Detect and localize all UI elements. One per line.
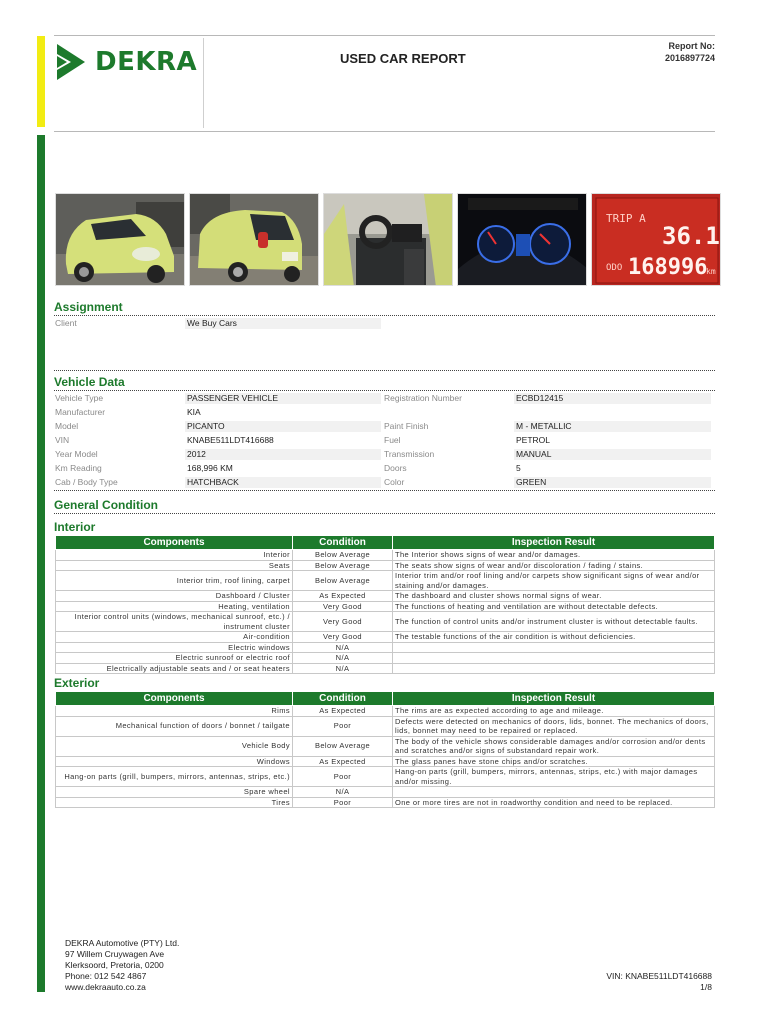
- component-cell: Windows: [56, 756, 293, 767]
- result-cell: The Interior shows signs of wear and/or damages.: [393, 550, 715, 561]
- assignment-end-rule: [54, 370, 715, 371]
- table-row: [56, 571, 715, 591]
- result-cell: The rims are as expected according to age and mileage.: [393, 706, 715, 717]
- result-cell: [393, 642, 715, 653]
- body-type-value: HATCHBACK: [185, 477, 381, 488]
- model-label: Model: [55, 421, 79, 431]
- interior-result-header: Inspection Result: [393, 536, 715, 550]
- interior-title: Interior: [54, 520, 96, 534]
- condition-cell: Below Average: [293, 571, 393, 591]
- page-title: USED CAR REPORT: [340, 51, 466, 66]
- rear-view-photo[interactable]: [189, 193, 319, 286]
- paint-finish-label: Paint Finish: [384, 421, 429, 431]
- component-cell: Electrically adjustable seats and / or seat heaters: [56, 663, 293, 674]
- fuel-value: PETROL: [514, 435, 711, 446]
- company-name: DEKRA Automotive (PTY) Ltd.: [65, 938, 180, 948]
- interior-table-header: [56, 536, 715, 550]
- brand-green-bar: [37, 135, 45, 992]
- table-row: [56, 767, 715, 787]
- table-row: [56, 716, 715, 736]
- trip-reading: 36.1: [662, 222, 720, 250]
- client-label: Client: [55, 318, 77, 328]
- condition-cell: N/A: [293, 653, 393, 664]
- general-condition-title: General Condition: [54, 498, 159, 512]
- result-cell: Hang-on parts (grill, bumpers, mirrors, antennas, strips, etc.) with major damages and/or missing.: [393, 767, 715, 787]
- doors-label: Doors: [384, 463, 407, 473]
- result-cell: One or more tires are not in roadworthy condition and need to be replaced.: [393, 797, 715, 808]
- exterior-table: [55, 691, 715, 808]
- vin-label: VIN: [55, 435, 70, 445]
- condition-cell: Poor: [293, 767, 393, 787]
- result-cell: The seats show signs of wear and/or discoloration / fading / stains.: [393, 560, 715, 571]
- component-cell: Air-condition: [56, 632, 293, 643]
- exterior-table-header: [56, 692, 715, 706]
- component-cell: Seats: [56, 560, 293, 571]
- phone-number: Phone: 012 542 4867: [65, 971, 147, 981]
- component-cell: Spare wheel: [56, 787, 293, 798]
- component-cell: Dashboard / Cluster: [56, 591, 293, 602]
- table-row: [56, 706, 715, 717]
- client-value: We Buy Cars: [185, 318, 381, 329]
- vehicle-data-rule: [54, 390, 715, 391]
- interior-condition-header: Condition: [293, 536, 393, 550]
- vehicle-type-value: PASSENGER VEHICLE: [185, 393, 381, 404]
- assignment-title: Assignment: [54, 300, 123, 314]
- result-cell: Defects were detected on mechanics of doors, lids, bonnet. The mechanics of doors, lids, bonnet may need to be repaired or replaced.: [393, 716, 715, 736]
- table-row: [56, 591, 715, 602]
- result-cell: The functions of heating and ventilation are without detectable defects.: [393, 601, 715, 612]
- result-cell: The testable functions of the air condition is without deficiencies.: [393, 632, 715, 643]
- result-cell: [393, 787, 715, 798]
- condition-cell: Below Average: [293, 736, 393, 756]
- table-row: [56, 787, 715, 798]
- vin-value: KNABE511LDT416688: [185, 435, 381, 446]
- table-row: [56, 642, 715, 653]
- condition-cell: As Expected: [293, 591, 393, 602]
- website-link[interactable]: www.dekraauto.co.za: [65, 982, 146, 992]
- component-cell: Electric sunroof or electric roof: [56, 653, 293, 664]
- dashboard-photo[interactable]: [457, 193, 587, 286]
- exterior-result-header: Inspection Result: [393, 692, 715, 706]
- table-row: [56, 663, 715, 674]
- page-number: 1/8: [700, 982, 712, 992]
- component-cell: Electric windows: [56, 642, 293, 653]
- table-row: [56, 756, 715, 767]
- paint-finish-value: M - METALLIC: [514, 421, 711, 432]
- body-type-label: Cab / Body Type: [55, 477, 118, 487]
- component-cell: Mechanical function of doors / bonnet / tailgate: [56, 716, 293, 736]
- condition-cell: Very Good: [293, 632, 393, 643]
- table-row: [56, 632, 715, 643]
- table-row: [56, 736, 715, 756]
- result-cell: Interior trim and/or roof lining and/or carpets show significant signs of wear and/or staining and/or damages.: [393, 571, 715, 591]
- manufacturer-label: Manufacturer: [55, 407, 106, 417]
- condition-cell: Very Good: [293, 601, 393, 612]
- condition-cell: Very Good: [293, 612, 393, 632]
- interior-table: [55, 535, 715, 674]
- result-cell: The glass panes have stone chips and/or scratches.: [393, 756, 715, 767]
- exterior-title: Exterior: [54, 676, 100, 690]
- registration-label: Registration Number: [384, 393, 462, 403]
- component-cell: Interior control units (windows, mechanical sunroof, etc.) / instrument cluster: [56, 612, 293, 632]
- condition-cell: As Expected: [293, 706, 393, 717]
- brand-yellow-bar: [37, 36, 45, 127]
- vehicle-data-end-rule: [54, 490, 715, 491]
- vehicle-photo-strip: [55, 193, 721, 286]
- color-label: Color: [384, 477, 405, 487]
- address-line-2: Klerksoord, Pretoria, 0200: [65, 960, 164, 970]
- footer-meta: [606, 971, 712, 993]
- odo-unit: km: [706, 267, 716, 276]
- table-row: [56, 653, 715, 664]
- header-top-rule: [54, 35, 715, 36]
- result-cell: The function of control units and/or instrument cluster is without detectable faults.: [393, 612, 715, 632]
- odometer-photo[interactable]: [591, 193, 721, 286]
- interior-photo[interactable]: [323, 193, 453, 286]
- general-condition-rule: [54, 513, 715, 514]
- assignment-rule: [54, 315, 715, 316]
- condition-cell: As Expected: [293, 756, 393, 767]
- km-reading-label: Km Reading: [55, 463, 102, 473]
- result-cell: [393, 653, 715, 664]
- interior-components-header: Components: [56, 536, 293, 550]
- color-value: GREEN: [514, 477, 711, 488]
- table-row: [56, 797, 715, 808]
- component-cell: Rims: [56, 706, 293, 717]
- table-row: [56, 560, 715, 571]
- condition-cell: Poor: [293, 797, 393, 808]
- table-row: [56, 612, 715, 632]
- component-cell: Interior trim, roof lining, carpet: [56, 571, 293, 591]
- header-bottom-rule: [54, 131, 715, 132]
- header-divider: [203, 38, 204, 128]
- company-address-block: [65, 938, 179, 993]
- front-view-photo[interactable]: [55, 193, 185, 286]
- condition-cell: Below Average: [293, 550, 393, 561]
- dekra-logo-text: DEKRA: [95, 47, 198, 77]
- km-reading-value: 168,996 KM: [185, 463, 381, 474]
- model-value: PICANTO: [185, 421, 381, 432]
- report-number-label: Report No:: [668, 41, 715, 51]
- dekra-logo: [55, 44, 197, 80]
- transmission-label: Transmission: [384, 449, 435, 459]
- trip-label: TRIP A: [606, 212, 646, 225]
- table-row: [56, 550, 715, 561]
- report-number-value: 2016897724: [664, 53, 715, 63]
- result-cell: [393, 663, 715, 674]
- component-cell: Heating, ventilation: [56, 601, 293, 612]
- manufacturer-value: KIA: [185, 407, 381, 418]
- exterior-components-header: Components: [56, 692, 293, 706]
- transmission-value: MANUAL: [514, 449, 711, 460]
- component-cell: Tires: [56, 797, 293, 808]
- condition-cell: Below Average: [293, 560, 393, 571]
- registration-value: ECBD12415: [514, 393, 711, 404]
- report-number-block: [665, 40, 715, 64]
- result-cell: The body of the vehicle shows considerable damages and/or corrosion and/or dents and scratches and/or signs of substandard repair work.: [393, 736, 715, 756]
- condition-cell: N/A: [293, 642, 393, 653]
- fuel-label: Fuel: [384, 435, 401, 445]
- condition-cell: Poor: [293, 716, 393, 736]
- year-model-label: Year Model: [55, 449, 98, 459]
- exterior-condition-header: Condition: [293, 692, 393, 706]
- component-cell: Interior: [56, 550, 293, 561]
- address-line-1: 97 Willem Cruywagen Ave: [65, 949, 165, 959]
- condition-cell: N/A: [293, 663, 393, 674]
- odo-label: ODO: [606, 263, 623, 273]
- vehicle-type-label: Vehicle Type: [55, 393, 104, 403]
- doors-value: 5: [514, 463, 711, 474]
- dekra-logo-icon: [55, 44, 87, 80]
- component-cell: Hang-on parts (grill, bumpers, mirrors, antennas, strips, etc.): [56, 767, 293, 787]
- table-row: [56, 601, 715, 612]
- year-model-value: 2012: [185, 449, 381, 460]
- component-cell: Vehicle Body: [56, 736, 293, 756]
- result-cell: The dashboard and cluster shows normal signs of wear.: [393, 591, 715, 602]
- odo-reading: 168996: [628, 255, 708, 280]
- vehicle-data-title: Vehicle Data: [54, 375, 125, 389]
- footer-vin: VIN: KNABE511LDT416688: [606, 971, 712, 981]
- condition-cell: N/A: [293, 787, 393, 798]
